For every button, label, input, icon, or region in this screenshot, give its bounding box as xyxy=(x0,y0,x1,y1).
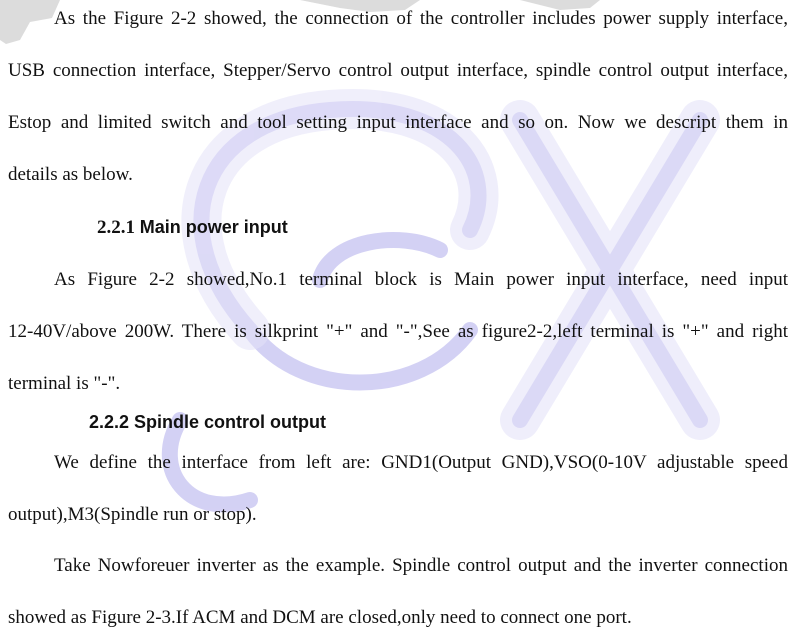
main-power-line-1: As Figure 2-2 showed,No.1 terminal block is Main power input interface, need input xyxy=(54,269,788,290)
intro-line-1: As the Figure 2-2 showed, the connection of the controller includes power supply interface, xyxy=(54,8,788,29)
main-power-line-2: 12-40V/above 200W. There is silkprint "+" and "-",See as figure2-2,left terminal is "+" and right xyxy=(8,321,788,342)
intro-line-3: Estop and limited switch and tool setting input interface and so on. Now we descript them in xyxy=(8,112,788,133)
spindle-def-line-1: We define the interface from left are: GND1(Output GND),VSO(0-10V adjustable speed xyxy=(54,452,788,473)
inverter-line-2: showed as Figure 2-3.If ACM and DCM are closed,only need to connect one port. xyxy=(8,607,632,628)
intro-line-2: USB connection interface, Stepper/Servo control output interface, spindle control output interface, xyxy=(8,60,788,81)
heading-title: Main power input xyxy=(139,217,288,237)
spindle-def-line-2: output),M3(Spindle run or stop). xyxy=(8,504,257,525)
main-power-line-3: terminal is "-". xyxy=(8,373,121,394)
heading-main-power xyxy=(97,215,288,240)
heading-spindle-control: 2.2.2 Spindle control output xyxy=(89,412,327,432)
intro-line-4: details as below. xyxy=(8,164,133,185)
inverter-line-1: Take Nowforeuer inverter as the example. Spindle control output and the inverter connection xyxy=(54,555,788,576)
heading-number: 2.2.1 xyxy=(97,217,135,238)
